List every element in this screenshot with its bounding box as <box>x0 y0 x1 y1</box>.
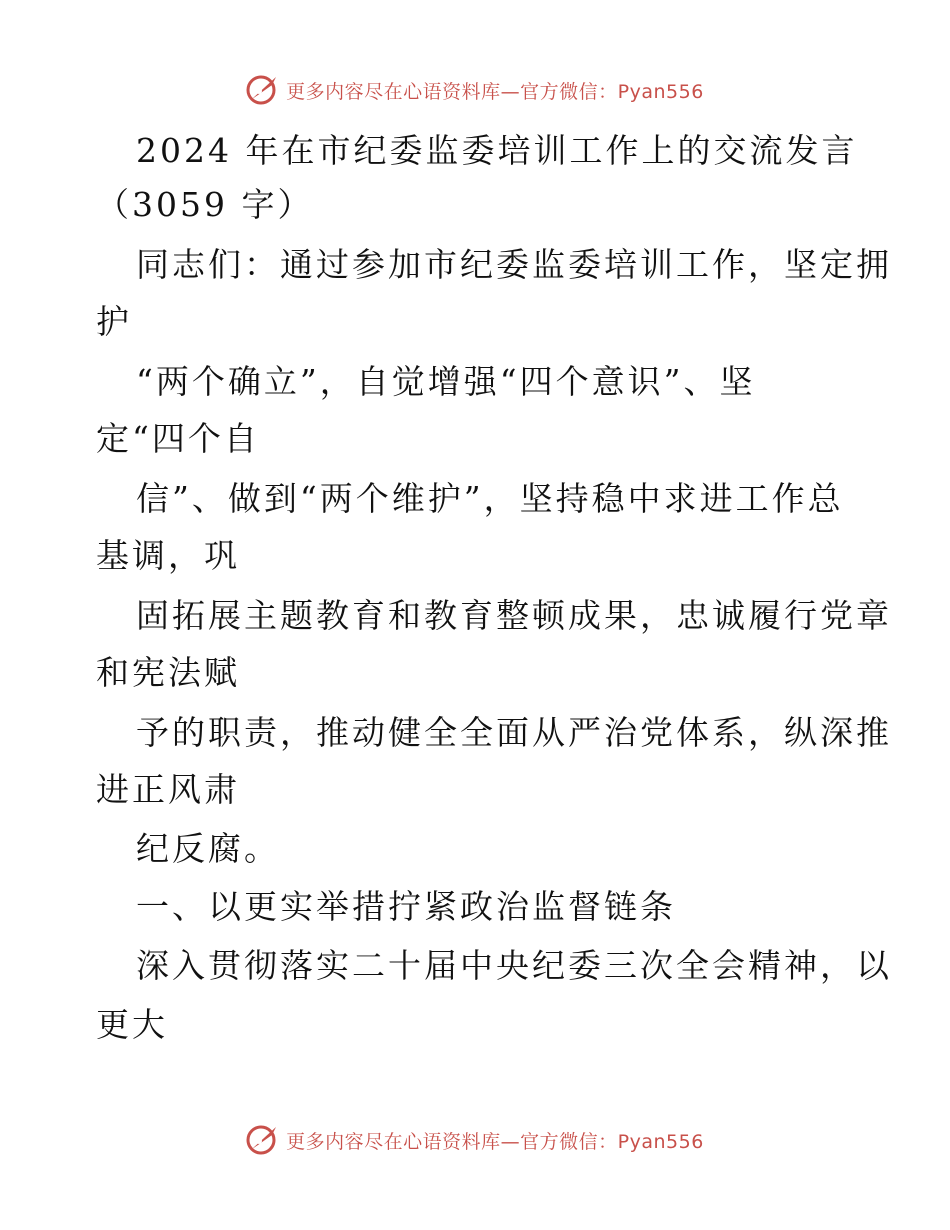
footer-watermark-text: 更多内容尽在心语资料库—官方微信：Pyan556 <box>286 1130 704 1153</box>
header-watermark <box>0 70 950 110</box>
paragraph-line: 基调，巩 <box>96 536 240 575</box>
paragraph-line: 固拓展主题教育和教育整顿成果，忠诚履行党章 <box>136 596 892 635</box>
paragraph-line: 深入贯彻落实二十届中央纪委三次全会精神，以 <box>136 946 892 985</box>
footer-watermark <box>0 1120 950 1160</box>
header-watermark-text: 更多内容尽在心语资料库—官方微信：Pyan556 <box>286 80 704 103</box>
quill-logo-icon <box>246 73 280 107</box>
document-title: 2024 年在市纪委监委培训工作上的交流发言 <box>136 131 858 170</box>
quill-logo-icon <box>246 1123 280 1157</box>
paragraph-line: 定“四个自 <box>96 419 260 458</box>
paragraph-line: 信”、做到“两个维护”，坚持稳中求进工作总 <box>136 479 844 518</box>
paragraph-line: 更大 <box>96 1005 168 1044</box>
paragraph-line: 进正风肃 <box>96 770 240 809</box>
paragraph-line: “两个确立”，自觉增强“四个意识”、坚 <box>136 362 756 401</box>
paragraph-line: 纪反腐。 <box>136 829 280 868</box>
document-word-count: （3059 字） <box>96 185 314 224</box>
paragraph-line: 护 <box>96 302 132 341</box>
paragraph-line: 同志们：通过参加市纪委监委培训工作，坚定拥 <box>136 245 892 284</box>
paragraph-line: 予的职责，推动健全全面从严治党体系，纵深推 <box>136 713 892 752</box>
section-heading: 一、以更实举措拧紧政治监督链条 <box>136 887 676 926</box>
paragraph-line: 和宪法赋 <box>96 653 240 692</box>
